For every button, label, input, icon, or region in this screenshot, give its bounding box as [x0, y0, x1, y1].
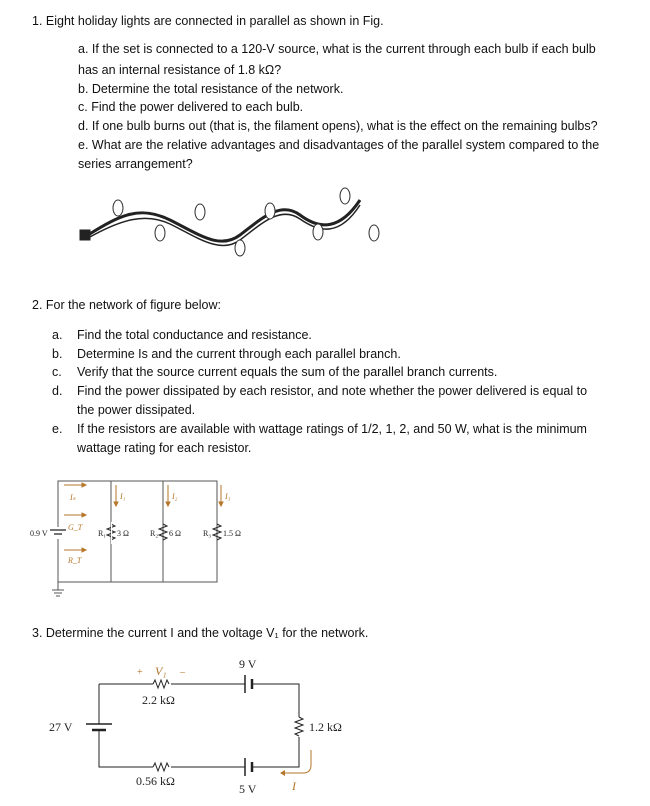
q2-item-text: Verify that the source current equals the sum of the parallel branch currents.	[77, 365, 498, 379]
r-bottom-value: 0.56 kΩ	[136, 774, 175, 788]
bat-top-value: 9 V	[239, 657, 257, 671]
q2-item-text: wattage rating for each resistor.	[77, 441, 252, 455]
series-circuit	[49, 657, 342, 796]
q1-line-e-cont: series arrangement?	[78, 157, 193, 171]
current-i1: I₁	[120, 492, 126, 501]
r1-value: 3 Ω	[117, 529, 129, 538]
v1-minus: –	[180, 667, 185, 678]
bat-bottom-value: 5 V	[239, 782, 257, 796]
r3-value: 1.5 Ω	[223, 529, 241, 538]
q1-line-c: c. Find the power delivered to each bulb.	[78, 100, 304, 114]
v1-plus: +	[137, 667, 143, 678]
q2-item-marker: d.	[52, 384, 63, 398]
r2-value: 6 Ω	[169, 529, 181, 538]
r-right-value: 1.2 kΩ	[309, 720, 342, 734]
holiday-lights-figure	[80, 188, 379, 256]
bat-left-value: 27 V	[49, 720, 73, 734]
q2-item-marker: c.	[52, 365, 62, 379]
q2-item-text: the power dissipated.	[77, 403, 196, 417]
parallel-circuit	[30, 481, 241, 596]
r-top-value: 2.2 kΩ	[142, 693, 175, 707]
arrow-label-is: Iₛ	[70, 493, 76, 502]
q1-line-e: e. What are the relative advantages and disadvantages of the parallel system compared to the	[78, 138, 600, 152]
q2-item-marker: e.	[52, 422, 63, 436]
q2-item-text: Find the power dissipated by each resistor, and note whether the power delivered is equal to	[77, 384, 588, 398]
v1-label: V₁	[155, 664, 167, 678]
r2-name: R₂	[150, 529, 159, 538]
q2-item-text: If the resistors are available with wattage ratings of 1/2, 1, 2, and 50 W, what is the minimum	[77, 422, 587, 436]
q2-title: 2. For the network of figure below:	[32, 298, 221, 312]
r1-name: R₁	[98, 529, 107, 538]
arrow-label-rt: R_T	[68, 556, 82, 565]
q1-line-b: b. Determine the total resistance of the network.	[78, 82, 344, 96]
arrow-label-gt: G_T	[68, 523, 83, 532]
current-i2: I₂	[172, 492, 178, 501]
r3-name: R₃	[203, 529, 212, 538]
q2-item-text: Determine Is and the current through each parallel branch.	[77, 347, 401, 361]
q1-line-a-cont: has an internal resistance of 1.8 kΩ?	[78, 63, 282, 77]
current-i3: I₃	[225, 492, 231, 501]
q1-line-a: a. If the set is connected to a 120-V source, what is the current through each bulb if each bulb	[78, 42, 596, 56]
current-label: I	[292, 779, 296, 793]
source-voltage: 0.9 V	[30, 529, 48, 538]
q2-item-marker: a.	[52, 328, 63, 342]
q2-item-text: Find the total conductance and resistance.	[77, 328, 312, 342]
q1-line-d: d. If one bulb burns out (that is, the filament opens), what is the effect on the remaining bulbs?	[78, 119, 598, 133]
q1-title: 1. Eight holiday lights are connected in parallel as shown in Fig.	[32, 14, 384, 28]
q2-item-marker: b.	[52, 347, 63, 361]
q3-title: 3. Determine the current I and the voltage V₁ for the network.	[32, 626, 369, 640]
